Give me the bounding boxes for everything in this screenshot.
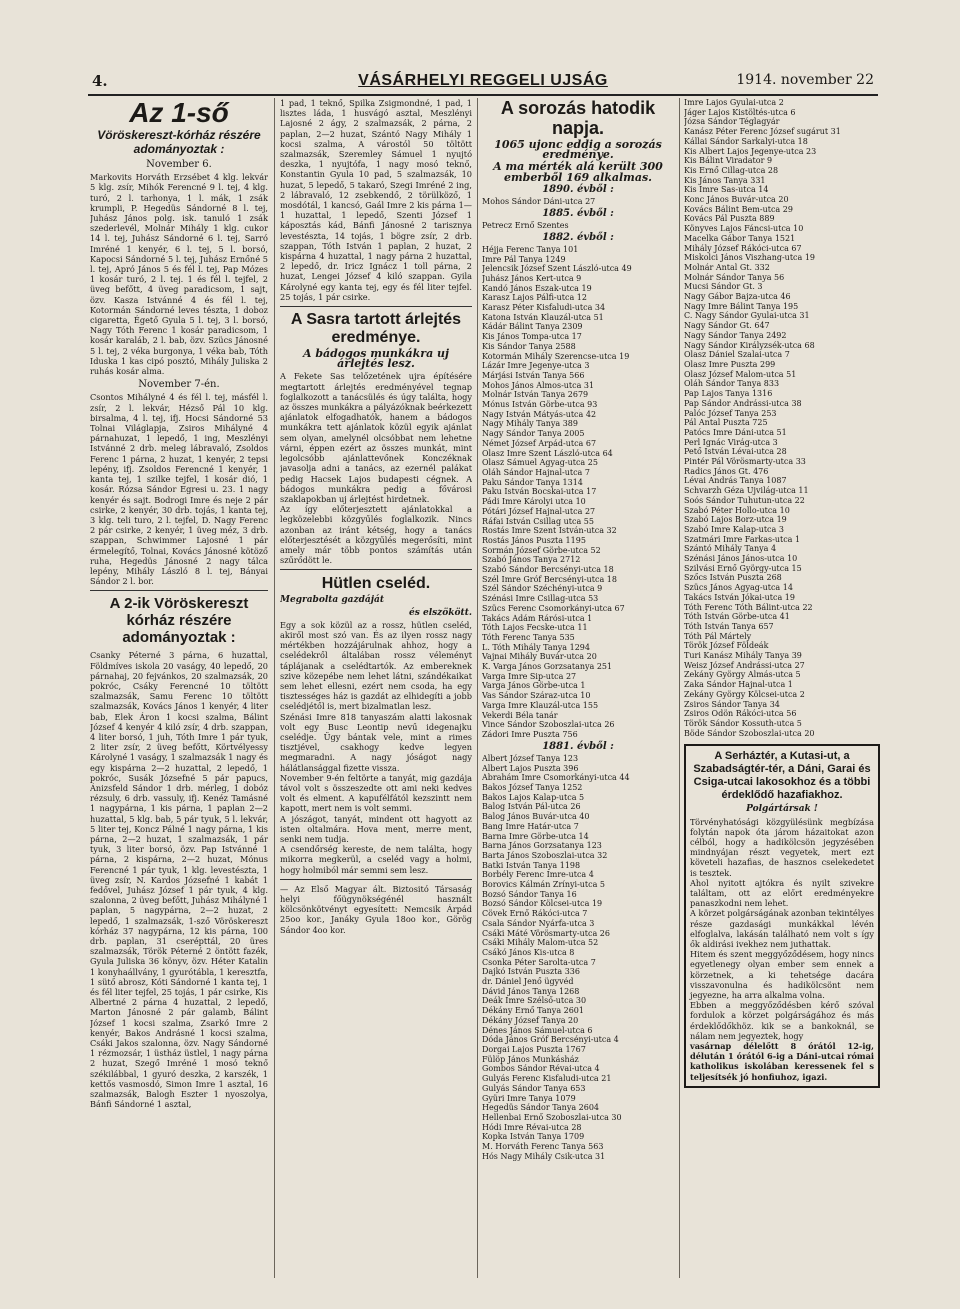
recruit-name-entry: Olasz József Malom-utca 51 [684, 369, 797, 379]
recruit-name-entry: Jelencsik József Szent László-utca 49 [482, 264, 632, 274]
recruit-name-entry: Mohos Sándor Dáni-utca 27 [482, 197, 596, 207]
recruit-name-entry: Vince Sándor Szoboszlai-utca 26 [482, 720, 615, 730]
date-heading: November 7-én. [138, 379, 220, 391]
recruit-name-entry: Albert Lajos Puszta 396 [482, 763, 579, 773]
recruit-name-entry: Rostás Imre Szent István-utca 32 [482, 526, 617, 536]
recruit-name-entry: Pál Antal Puszta 725 [684, 418, 768, 428]
recruit-name-entry: Csáki Mihály Malom-utca 52 [482, 938, 599, 948]
notice-title: A Serháztér, a Kutasi-ut, a Szabadságtér-tér, a Dáni, Garai és Csiga-utcai lakosokhoz és a többi érdeklődő hazafiakhoz. [693, 750, 871, 802]
recruit-name-entry: Józsa Sándor Téglagyár [684, 117, 780, 127]
recruit-name-entry: Mónus István Görbe-utca 93 [482, 400, 598, 410]
recruit-name-entry: Szabó Lajos Borz-utca 19 [684, 515, 787, 525]
recruit-name-entry: Pádi Imre Károlyi utca 10 [482, 497, 586, 507]
recruit-name-entry: Borovics Kálmán Zrínyi-utca 5 [482, 880, 606, 890]
recruit-name-entry: Szél Imre Gróf Bercsényi-utca 18 [482, 574, 617, 584]
divider [280, 306, 472, 307]
recruit-name-entry: Bozsó Sándor Tanya 16 [482, 889, 577, 899]
recruit-name-entry: Pető István Lévai-utca 28 [684, 447, 787, 457]
donation-text: Csanky Péterné 3 párna, 6 huzattal, Földmíves iskola 20 vaságy, 40 lepedő, 20 párnahaj, 20 fejvánkos, 20 szalmazsák, 20 pokróc, Csáky Ferencné 10 töltött szalmazsák, Samu Ferenc 10 töltött szalmazsák, Kovács János 1 kenyér, 4 liter bab, Elek Áron 1 kocsi szalma, Bálint József 4 kenyér 4 kiló zsír, 4 drb. szappan, 4 liter borsó, 1 juh, Tóth Imre 1 pár tyuk, 2 liter zsír, 2 üveg befőtt, Körtvélyessy Károlyné 1 vaságy, 1 szalmazsák 1 nagy és egy kispárna 2—2 huzattal, 2 lepedő, 1 pokróc, Susák Józsefné 5 pár papucs, Ánizsfeld Sándor 1 drb. mérleg, 1 dobóz rézsuly, 6 drb. vassuly, ifj. Kenéz Tamásné 1 nagypárna, 1 kis párna, 1 paplan 2—2 huzattal, 5 klg. bab, 5 pár tyuk, 5 l. lekvár, 5 liter tej, Koncz Pálné 1 nagy párna, 1 kis párna, 2—2 huzat, 1 szalmazsák, 1 pár tyuk, 3 liter borsó, özv. Pap Istvánné 1 párna, 2 kispárna, 2—2 huzat, Mónus Ferencné 1 pár tyuk, 1 klg. levestészta, 1 üveg zsír, N. Kardos Józsefné 1 kabát 1 fedővel, Juhász József 1 pár tyuk, 4 klg. szalonna, 2 üveg befőtt, Juhász Mihályné 1 paplan, 5 nagypárna, 2—2 huzat, 2 lepedő, 1 szalmazsák, 1-sző Vöröskereszt kórház 37 nagypárna, 12 kis párna, 100 drb. paplan, 31 cserépttál, 20 üres szalmazsák, Török Péterné 2 öntött fazék, Gyula Juliska 36 könyv, özv. Héter Katalin 1 konyhaállvány, 1 gyurótábla, 1 keresztfa, 1 sütő abrosz, Kóti Sándorné 1 kanta tej, 1 és fél liter tejfel, 25 tojás, 1 pár csirke, Kis Albertné 2 párna 4 huzattal, 2 lepedő, Marton Jánosné 2 pár galamb, Bálint József 1 kocsi szalma, Zsarkó Imre 2 kenyér, Bakos Andrásné 1 kocsi szalma, Csáki Jakos szalonna, özv. Nagy Sándorné 1 rézmozsár, 1 üstház üstlel, 1 nagy párna 2 huzat, Szegő Imréné 1 mosó teknő székilábbal, 1 gyuró deszka, 2 karszék, 1 kettős vasmosdó, Simon Imre 1 asztal, 16 szalmazsák, Balogh Eszter 1 nyoszolya, Bánfi Sándorné 1 asztal, [90, 650, 268, 1110]
notice-paragraph: Törvényhatósági közgyülésünk megbízása folytán napok óta járom házaitokat azon célból, hogy a hadikölcsön jegyzésében mindnyájan részt vegyetek, mert ezt követeli hazafias, de hasznos cselekedetet is tesztek. [690, 816, 874, 878]
article-paragraph: — Az Első Magyar ált. Biztositó Társaság helyi főügynökségénél használt kölcsönkötvényt egyesített: Nemcsik Árpád 25oo kor., Janáky Gyula 18oo kor., Görög Sándor 4oo kor. [280, 883, 472, 935]
recruit-name-entry: Kandó János Észak-utca 19 [482, 283, 592, 293]
article-paragraph: November 9-én feltörte a tanyát, mig gazdája távol volt s összeszedte ott ami neki kedves volt és elment. A kapufélfától kezszintt nem kapott, mert nem is volt semmi. [280, 772, 472, 814]
recruit-name-entry: Imre Lajos Gyulai-utca 2 [684, 98, 784, 107]
recruit-name-entry: Kotormán Mihály Szerencse-utca 19 [482, 351, 630, 361]
article-paragraph: A csendőrség kereste, de nem találta, hogy mikorra megkerül, a cseléd vagy a holmi, hogy holmiból már semmi sem lesz. [280, 844, 472, 875]
column-divider [477, 98, 478, 1278]
recruit-name-entry: Olasz Imre Szent László-utca 64 [482, 448, 613, 458]
headline-unfaithful-servant: Hütlen cseléd. [321, 575, 431, 593]
year-heading: 1890. évből : [542, 183, 614, 195]
recruit-name-entry: Ráfai István Csillag utca 55 [482, 516, 594, 526]
recruit-name-entry: Szőcs István Puszta 268 [684, 573, 782, 583]
recruit-name-entry: Zádori Imre Puszta 756 [482, 729, 578, 739]
recruit-name-entry: Mucsi Sándor Gt. 3 [684, 282, 763, 292]
recruit-name-entry: Csala Sándor Nyárfa-utca 3 [482, 918, 595, 928]
recruit-name-entry: Dorgai Lajos Puszta 1767 [482, 1044, 586, 1054]
recruit-name-entry: Nagy Sándor Királyzsék-utca 68 [684, 340, 815, 350]
donation-text: Csontos Mihályné 4 és fél l. tej, másfél l. zsír, 2 l. lekvár, Hézső Pál 10 klg. birsalma, 4 l. tej, ifj. Hocsi Sándorné 53 Tolnai Világlapja, Zsiros Mihályné 4 párnahuzat, 1 lepedő, 1 ing, Meszlényi Istvánné 2 drb. meleg lábravaló, Zsoldos Ferenc 1 párna, 2 huzat, 1 kenyér, 2 tepsi lepény, ifj. Zsoldos Ferencné 1 kenyér, 1 kanta tej, 1 szilke tejfel, 1 kosár dió, 1 kosár. Rózsa Sándor Egresi u. 23. 1 nagy kenyér és sajt. Bodrogi Imre és neje 2 pár csirke, 2 kenyér, 30 drb. tojás, 1 kanta tej, 3 klg. teli turo, 2 l. tejfel, D. Nagy Ferenc 2 pár csirke, 2 kenyér, 1 üveg méz, 3 drb. szappan, Schwimmer Lajosné 1 pár érmelegítő, Tolnai, Kovács Jánosné kötöző ruha, Hegedüs Jánosné 2 nagy tálca lepény, Mihály László 8 l. tej, Bányai Sándor 2 l. bor. [90, 392, 268, 587]
divider [90, 590, 268, 591]
headline-recruitment: A sorozás hatodik napja. [500, 98, 656, 138]
recruit-name-entry: Gyüri Imre Tanya 1079 [482, 1093, 576, 1103]
recruit-name-entry: Dékány Ernő Tanya 2601 [482, 1006, 584, 1016]
subheadline-fit: A ma mérték alá került 300 emberből 169 alkalmas. [493, 160, 663, 184]
recruit-name-entry: Nagy Mihály Tanya 389 [482, 419, 578, 429]
page-number: 4. [92, 72, 108, 90]
recruit-name-entry: Radics János Gt. 476 [684, 466, 769, 476]
recruit-name-entry: Takács Ádám Rárósi-utca 1 [482, 613, 593, 623]
recruit-name-entry: Kovács Pál Puszta 889 [684, 214, 775, 224]
article-paragraph: A Fekete Sas telőzetének ujra építésére megtartott árlejtés eredményével tegnap foglalkozott a tanácsülés és úgy találta, hogy az összes munkákra a pályázóknak beérkezett ajánlatok elfogadhatók, hanem a bádogos munkákra tett ajánlatok közül egyik ajánlat sem olyan, amelynél olcsóbbat nem lehetne várni, éppen ezért az összes munkát, mint legolcsóbb ajánlattevőnek Konczéknak javasolja adni a tanács, az ezernél palákat pedig Hacsek Lajos budapesti cégnek. A bádogos munkákra pedig a fővárosi szaklapokban uj árlejtést hirdetnek. [280, 371, 472, 504]
recruit-name-entry: Kállai Sándor Sarkalyi-utca 18 [684, 136, 808, 146]
recruit-name-entry: Fülöp János Munkásház [482, 1054, 579, 1064]
recruit-name-entry: Barta János Szoboszlai-utca 32 [482, 850, 608, 860]
recruit-name-entry: Borbély Ferenc Imre-utca 4 [482, 870, 594, 880]
recruit-name-entry: Olasz Sámuel Agyag-utca 25 [482, 458, 598, 468]
recruit-name-entry: Nagy Sándor Gt. 647 [684, 321, 770, 331]
recruit-name-entry: Macelka Gábor Tanya 1521 [684, 233, 796, 243]
recruit-name-entry: Tóth Pál Mártely [684, 631, 752, 641]
recruit-name-entry: Szél Sándor Széchényi-utca 9 [482, 584, 603, 594]
recruit-name-entry: Zsiros Ödön Rákóci-utca 56 [684, 709, 797, 719]
subheadline: és elszökött. [409, 607, 472, 618]
recruit-name-entry: Molnár Sándor Tanya 56 [684, 272, 785, 282]
headline-sas-tender: A Sasra tartott árlejtés eredménye. [290, 311, 462, 347]
divider [280, 569, 472, 570]
recruit-name-entry: Könyves Lajos Fáncsi-utca 10 [684, 224, 804, 234]
recruit-name-entry: Szücs János Agyag-utca 14 [684, 583, 793, 593]
recruit-name-entry: Katona István Klauzál-utca 51 [482, 312, 604, 322]
recruit-name-entry: Nagy Sándor Tanya 2005 [482, 429, 585, 439]
recruit-name-entry: Varga János Görbe-utca 1 [482, 681, 586, 691]
recruit-name-entry: C. Nagy Sándor Gyulai-utca 31 [684, 311, 810, 321]
recruit-name-entry: Kanász Péter Ferenc József sugárut 31 [684, 127, 841, 137]
recruit-name-entry: Karasz Péter Kisfaludi-utca 34 [482, 303, 606, 313]
notice-greeting: Polgártársak ! [746, 804, 818, 815]
recruit-name-entry: Szénási János János-utca 10 [684, 554, 798, 564]
masthead: VÁSÁRHELYI REGGELI UJSÁG [358, 72, 608, 89]
recruit-name-entry: L. Tóth Mihály Tanya 1294 [482, 642, 590, 652]
recruit-name-entry: Olasz Imre Puszta 299 [684, 359, 776, 369]
recruit-name-entry: Lévai András Tanya 1087 [684, 476, 787, 486]
column-3 [482, 98, 674, 1288]
recruit-name-entry: Szabó Sándor Bercsényi-utca 18 [482, 565, 614, 575]
recruit-name-entry: Bakos József Tanya 1252 [482, 783, 583, 792]
article-paragraph: Egy a sok közül az a rossz, hütlen cseléd, akiről most szó van. És az ilyen rossz nagy mértékben hozzájárulnak ahhoz, hogy a cselédekről általában rossz véleményt táplájanak a cselédtartók. Az embereknek szive közepébe nem lehet látni, szándékaikat sem lehet ellesni, ezért nem csoda, ha egy tisztességes ház is gazdát az elhidegíti a jobb cselédjétől is, mert bizalmatlan lesz. [280, 619, 472, 712]
issue-date: 1914. november 22 [736, 72, 874, 88]
recruit-name-entry: Szabó Péter Hollo-utca 10 [684, 505, 790, 515]
notice-paragraph: A körzet polgárságának azonban tekintélyes része gazdasági munkákkal lévén elfoglalva, lakásán található nem volt s így ők aldirási ivekhez nem juthattak. [690, 908, 874, 950]
recruit-name-entry: Hellenbai Ernő Szoboszlai-utca 30 [482, 1112, 622, 1122]
recruit-name-entry: Zsiros Sándor Tanya 34 [684, 699, 780, 709]
recruit-name-entry: Jáger Lajos Kistöltés-utca 6 [684, 107, 796, 117]
recruit-name-entry: Gulyás Sándor Tanya 653 [482, 1083, 586, 1093]
recruit-name-entry: K. Varga János Gorzsatanya 251 [482, 662, 613, 672]
recruit-name-entry: Balog János Buvár-utca 40 [482, 812, 590, 822]
donation-text: 1 pad, 1 teknő, Spilka Zsigmondné, 1 pad, 1 lisztes láda, 1 husvágó asztal, Meszlényi Lajosné 2 ágy, 2 szalmazsák, 2 párna, 2 paplan, 2—2 huzat, Szántó Nagy Mihály 1 kocsi szalma, A várostól 50 töltött szalmazsák, Szeremley Sámuel 1 nyujtó deszka, 1 nyujtófa, 1 nagy mosó teknő, Konstantin Gyula 10 pad, 5 szalmazsák, 10 huzat, 5 lepedő, 5 takaró, Szegi Imréné 2 ing, 2 lábravaló, 12 zsebkendő, 2 törülköző, 1 mosdótál, 1 kancsó, Gaál Imre 2 kis párna 1—1 huzattal, 1 lepedő, Szenti József 1 káposztás kád, Bánfi Jánosné 2 tarisznya levestészta, 14 tojás, 1 bögre zsír, 2 drb. szappan, Tóth István 1 paplan, 2 huzat, 2 kispárna 4 huzattal, 1 nagy párna 2 huzattal, 2 lepedő, dr. Iricz Ignácz 1 toll párna, 2 huzat, Lengei József 4 kiló szappan. Gyila Károlyné egy kanta tej, egy és fél liter tejfel. 25 tojás, 1 pár csirke. [280, 98, 472, 302]
column-1 [90, 98, 268, 1278]
recruit-name-entry: Pintér Pál Vörösmarty-utca 33 [684, 457, 806, 467]
recruit-name-entry: Molnár Antal Gt. 332 [684, 262, 770, 272]
recruit-name-entry: Dékány József Tanya 20 [482, 1015, 579, 1025]
recruit-name-entry: Csáki Máté Vörösmarty-utca 26 [482, 928, 610, 938]
recruit-name-entry: Varga Imre Klauzál-utca 155 [482, 700, 599, 710]
subheadline-tinsmith: A bádogos munkákra uj árlejtés lesz. [303, 347, 449, 371]
divider [280, 879, 472, 880]
recruit-name-entry: Nagy Imre Bálint Tanya 195 [684, 301, 799, 311]
recruit-name-entry: Szilvási Ernő György-utca 15 [684, 563, 802, 573]
recruit-name-entry: Olasz Dániel Szalai-utca 7 [684, 350, 790, 360]
notice-paragraph: Ebben a meggyőződésben kérő szóval fordulok a körzet polgárságához és más érdeklődőkhöz. kik se a bankoknál, se nálam nem jegyeztek, hogy [690, 1000, 874, 1041]
recruit-name-entry: Kis Ernő Cillag-utca 28 [684, 165, 779, 175]
recruit-name-entry: Perl Ignác Virág-utca 3 [684, 437, 778, 447]
recruit-name-entry: Soós Sándor Tuhutun-utca 22 [684, 495, 805, 505]
year-heading: 1881. évből : [542, 740, 614, 752]
recruit-name-entry: Zekány György Kölcsei-utca 2 [684, 689, 805, 699]
recruit-name-entry: Bakos Lajos Kalap-utca 5 [482, 792, 585, 802]
page-header [88, 72, 878, 96]
recruit-name-entry: Palóc József Tanya 253 [684, 408, 777, 418]
date-heading: November 6. [146, 159, 212, 170]
recruit-name-entry: Albert József Tanya 123 [482, 753, 579, 763]
recruit-name-entry: Oláh Sándor Hajnal-utca 7 [482, 468, 590, 477]
column-divider [274, 98, 275, 1278]
recruit-name-entry: Vajnai Mihály Buvár-utca 20 [482, 652, 597, 662]
recruit-name-entry: Oláh Sándor Tanya 833 [684, 379, 780, 389]
recruit-name-entry: Szántó Mihály Tanya 4 [684, 544, 777, 554]
recruit-name-entry: Hódi Imre Révai-utca 28 [482, 1122, 582, 1132]
year-heading: 1882. évből : [542, 231, 614, 243]
notice-paragraph: Hitem és szent meggyőződésem, hogy nincs egyetlenegy olyan ember sem ennek a körzetnek, a ki tehetsége dacára visszavonulna és hadikölcsönt nem jegyezne, ha arra alkalma volna. [690, 949, 874, 1001]
recruit-name-entry: Nagy Gábor Bajza-utca 46 [684, 292, 791, 302]
recruit-name-entry: Takács István Jókai-utca 19 [684, 592, 795, 602]
recruit-name-entry: Szücs Ferenc Csomorkányi-utca 67 [482, 603, 625, 613]
recruit-name-entry: Török Sándor Kossuth-utca 5 [684, 719, 802, 728]
notice-paragraph: Ahol nyitott ajtókra és nyilt szivekre találtam, ott az előrt eredményekre panaszkodni nem lehet. [690, 877, 874, 909]
recruit-name-entry: Paku Sándor Tanya 1314 [482, 477, 583, 487]
recruit-name-entry: Dénes János Sámuel-utca 6 [482, 1025, 593, 1035]
recruit-name-entry: Dávid János Tanya 1268 [482, 986, 580, 996]
recruit-name-entry: Tóth Ferenc Tanya 535 [482, 632, 575, 642]
recruit-name-entry: Böde Sándor Szoboszlai-utca 20 [684, 728, 815, 738]
recruit-name-entry: Kis János Tanya 331 [684, 175, 766, 185]
recruit-name-entry: Szabó János Tanya 2712 [482, 555, 581, 565]
recruit-name-entry: Balog István Pál-utca 26 [482, 802, 581, 812]
recruit-name-entry: Bang Imre Határ-utca 7 [482, 821, 579, 831]
recruit-name-entry: Szabó Imre Kalap-utca 3 [684, 524, 784, 534]
recruit-name-entry: Varga Imre Sip-utca 27 [482, 671, 577, 681]
recruit-name-entry: Szénási Imre Csillag-utca 53 [482, 594, 599, 604]
recruit-name-entry: Kopka István Tanya 1709 [482, 1132, 585, 1142]
recruit-name-entry: Vekerdi Béla tanár [482, 710, 558, 720]
headline-second-hospital: A 2-ik Vöröskereszt kórház részére adományoztak : [109, 595, 249, 647]
recruit-name-entry: Márjási István Tanya 566 [482, 370, 585, 380]
recruit-name-entry: Barna János Gorzsatanya 123 [482, 841, 602, 851]
recruit-name-entry: Zaka Sándor Hajnal-utca 1 [684, 680, 793, 690]
recruit-name-entry: Ábrahám Imre Csomorkányi-utca 44 [482, 773, 630, 783]
recruit-name-entry: Kis János Tompa-utca 17 [482, 332, 582, 342]
recruit-name-entry: Schvarzh Géza Ujvilág-utca 11 [684, 486, 809, 496]
recruit-name-entry: Csonka Péter Sarolta-utca 7 [482, 957, 596, 967]
recruit-name-entry: Molnár István Tanya 2679 [482, 390, 589, 400]
recruit-name-entry: Zekány György Almás-utca 5 [684, 670, 801, 680]
recruit-name-entry: Kis Albert Lajos Jegenye-utca 23 [684, 146, 817, 156]
recruit-name-entry: Bozsó Sándor Kölcsei-utca 19 [482, 899, 603, 909]
recruit-name-entry: Dóda János Gróf Bercsényi-utca 4 [482, 1035, 619, 1045]
year-heading: 1885. évből : [542, 207, 614, 219]
recruit-name-entry: Nagy István Mátyás-utca 42 [482, 409, 597, 419]
subheadline-recruits: 1065 ujonc eddig a sorozás eredménye. [494, 138, 662, 162]
recruit-name-entry: Kis Sándor Tanya 2588 [482, 341, 576, 351]
recruit-name-entry: Juhász János Kert-utca 9 [482, 273, 582, 283]
recruit-name-entry: Pótári József Hajnal-utca 27 [482, 506, 596, 516]
recruit-name-entry: Kovács Bálint Bem-utca 29 [684, 204, 793, 214]
recruit-name-entry: Patócs Imre Dáni-utca 51 [684, 427, 787, 437]
donation-text: Markovits Horváth Erzsébet 4 klg. lekvár 5 klg. zsír, Mihók Ferencné 9 l. tej, 4 klg. turó, 2 l. tarhonya, 1 l. mák, 1 zsák krumpli, P. Hegedüs Sándorné 8 l. tej, Juhász János polg. isk. tanuló 1 zsák szederlevél, Molnár Mihály 1 klg. cukor 14 l. tej, Juhász Sándorné 6 l. tej, Sarró Imréné 1 kenyér, 6 l. tej, 5 l. borsó, Kapocsi Sándorné 5 l. tej, Juhász Ernőné 5 l. tej, Apró János 5 és fél l. tej, Pap Mózes 1 kosár turó, 2 l. tej. 1 és fél l. tejfel, 2 üveg befőtt, 4 üveg paradicsom, 1 sajt, özv. Kasza Istvánné 4 és fél l. tej, Kotormán Sándorné leves tészta, 1 doboz cigaretta, Égető Gyula 5 l. tej, 3 l. borsó, Nagy Tóth Ferenc 1 kosár paradicsom, 1 kosár karaláb, 2 l. bab, özv. Szücs Jánosné 5 l. tej, 2 véka burgonya, 1 véka bab, Tóth Iduska 1 kas cipó posztó, Mihály Juliska 2 ruhás kosár alma. [90, 172, 268, 377]
recruit-name-entry: Kis Bálint Viradator 9 [684, 156, 773, 166]
recruit-name-entry: Mohos János Álmos-utca 31 [482, 380, 595, 390]
recruit-name-entry: Paku István Bocskai-utca 17 [482, 487, 597, 497]
recruit-name-entry: Gombos Sándor Révai-utca 4 [482, 1064, 600, 1074]
recruit-name-entry: Karasz Lajos Pálfi-utca 12 [482, 293, 587, 303]
recruit-name-entry: Német József Árpád-utca 67 [482, 438, 597, 448]
recruit-name-entry: Tóth Ferenc Tóth Bálint-utca 22 [684, 602, 813, 612]
column-4 [684, 98, 880, 1288]
article-paragraph: Az így előterjesztett ajánlatokkal a legközelebbi közgyűlés foglalkozik. Nincs azonban az iránt kétség, hogy a tanács előterjesztését a közgyűlés megerősíti, mint amely már több pontos számítás után szűrődött le. [280, 504, 472, 566]
subheadline: Megrabolta gazdáját [280, 595, 384, 606]
subheadline-first-hospital: Vöröskereszt-kórház részére adományoztak : [97, 128, 261, 156]
recruit-name-entry: Gulyás Ferenc Kisfaludi-utca 21 [482, 1074, 612, 1084]
recruit-name-entry: Barna Imre Görbe-utca 14 [482, 831, 589, 841]
recruit-name-entry: Batki István Tanya 1198 [482, 860, 581, 870]
recruit-name-entry: Nagy Sándor Tanya 2492 [684, 330, 787, 340]
recruit-name-entry: M. Horváth Ferenc Tanya 563 [482, 1142, 604, 1152]
notice-paragraph: vasárnap délelőtt 8 órától 12-ig, délután 1 órától 6-ig a Dáni-utcai római katholikus iskolában keressenek fel s teljesítsék jó honfiuhoz, igazi. [690, 1041, 874, 1082]
recruit-name-entry: Rostás János Puszta 1195 [482, 535, 586, 545]
recruit-name-entry: Pap Sándor Andrássi-utca 38 [684, 398, 802, 408]
recruit-name-entry: Hós Nagy Mihály Csik-utca 31 [482, 1151, 606, 1161]
headline-first-hospital: Az 1-ső [129, 98, 229, 128]
recruit-name-entry: Pap Lajos Tanya 1316 [684, 389, 773, 399]
recruit-name-entry: Miskolci János Viszhang-utca 19 [684, 253, 816, 263]
recruit-name-entry: Mihály József Rákóci-utca 67 [684, 243, 802, 253]
article-paragraph: Szénási Imre 818 tanyaszám alatti lakosnak volt egy Busc Leontip nevű idegenajku cselédje. Ügy bántak vele, mint a rimes tisztjével, csakhogy kedve legyen megmaradni. A nagy jóságot nagy hálátlansággal fizette vissza. [280, 711, 472, 773]
recruit-name-entry: Tóth István Görbe-utca 41 [684, 612, 790, 622]
recruit-name-entry: Héjja Ferenc Tanya 101 [482, 244, 579, 254]
recruit-name-entry: Tóth Lajos Fecske-utca 11 [482, 623, 588, 633]
recruit-name-entry: Cövek Ernő Rákóci-utca 7 [482, 909, 588, 919]
column-divider [679, 98, 680, 1278]
recruit-name-entry: Csákó János Kis-utca 8 [482, 947, 575, 957]
recruit-name-entry: Tóth István Tanya 657 [684, 621, 774, 631]
recruit-name-entry: dr. Dániel Jenő ügyvéd [482, 977, 574, 987]
recruit-name-entry: Vas Sándor Száraz-utca 10 [482, 691, 591, 701]
article-paragraph: A jószágot, tanyát, mindent ott hagyott az isten oltalmára. Hova ment, merre ment, senki nem tudja. [280, 813, 472, 844]
recruit-name-entry: Lázár Imre Jegenye-utca 3 [482, 361, 590, 371]
war-loan-notice [684, 744, 880, 1087]
recruit-name-entry: Sormán József Görbe-utca 52 [482, 545, 601, 555]
recruit-name-entry: Konc János Buvár-utca 20 [684, 195, 789, 205]
recruit-name-entry: Kis Imre Sas-utca 14 [684, 185, 769, 195]
recruit-name-entry: Deák Imre Szélső-utca 30 [482, 996, 587, 1006]
recruit-name-entry: Török József Földeák [684, 641, 769, 651]
recruit-name-entry: Turi Kanász Mihály Tanya 39 [684, 651, 802, 661]
recruit-name-entry: Dajkó István Puszta 336 [482, 967, 580, 977]
recruit-name-entry: Imre Pál Tanya 1249 [482, 254, 566, 264]
column-2 [280, 98, 472, 1288]
recruit-name-entry: Weisz József Andrássi-utca 27 [684, 660, 805, 670]
recruit-name-entry: Kádár Bálint Tanya 2309 [482, 322, 583, 332]
recruit-name-entry: Petrecz Ernő Szentes [482, 220, 569, 230]
recruit-name-entry: Szatmári Imre Farkas-utca 1 [684, 534, 801, 544]
recruit-name-entry: Hegedüs Sándor Tanya 2604 [482, 1103, 600, 1113]
